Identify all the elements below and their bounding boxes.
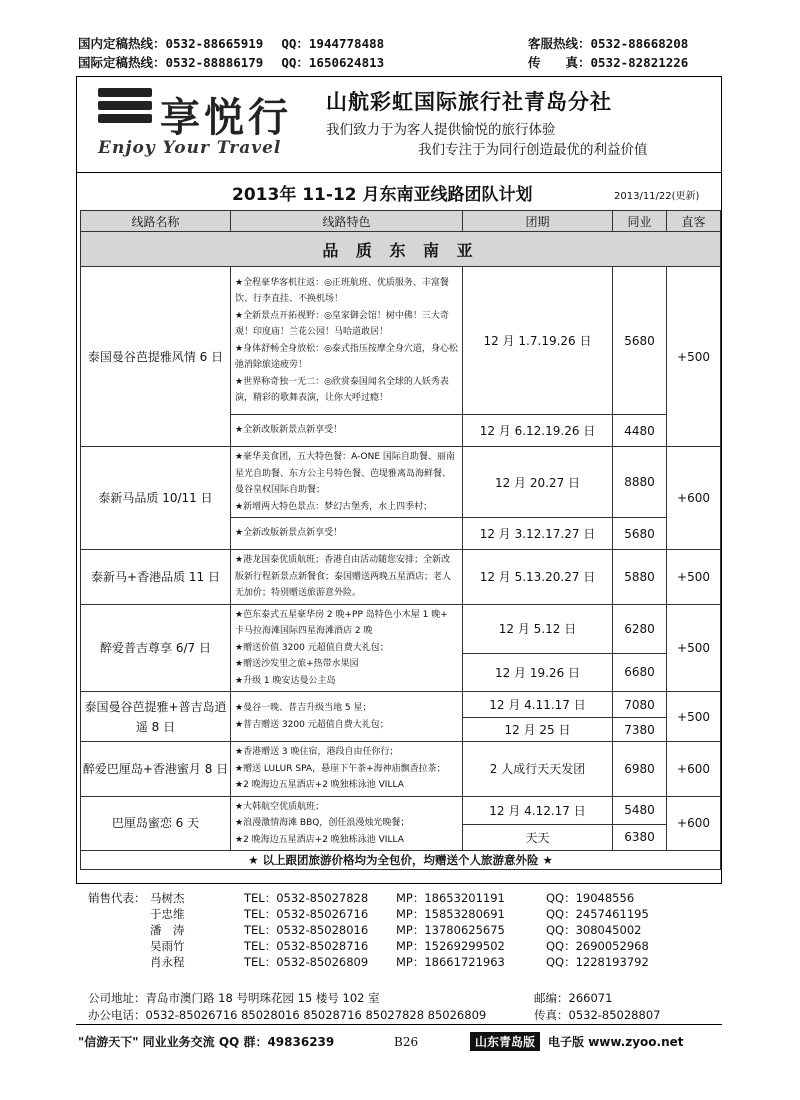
logo-chinese: 享悦行	[160, 94, 292, 141]
route-name: 泰新马+香港品质 11 日	[81, 550, 231, 605]
qq-group: "信游天下" 同业业务交流 QQ 群：49836239	[78, 1035, 335, 1049]
trade-price: 7080	[613, 692, 667, 718]
departure-dates: 12 月 5.13.20.27 日	[463, 550, 613, 605]
header-dates: 团期	[463, 211, 613, 232]
direct-price: +500	[667, 692, 721, 742]
route-features: ★全程豪华客机往返：◎正班航班、优质服务、丰富餐饮、行李直挂、不换机场！ ★全新景点开拓视野：◎皇家御会馆！树中佛！三大奇观！印度庙！兰花公园！马哈道敢居！ ★身体舒畅全身放松：◎泰式指压按摩全身穴道，身心松弛消除旅途疲劳！ ★世界称奇独一无二：◎欣赏泰国闻名全球的人妖秀表演，精彩的歌舞表演，让你大呼过瘾！	[231, 267, 463, 415]
departure-dates: 12 月 25 日	[463, 718, 613, 742]
table-row	[81, 692, 721, 718]
logo-english: Enjoy Your Travel	[98, 138, 282, 158]
rep-qq: QQ：19048556	[546, 891, 635, 905]
route-features: ★曼谷一晚、普吉升级当地 5 星； ★普吉赠送 3200 元超值自费大礼包；	[231, 692, 463, 742]
intl-hotline: 国际定稿热线：0532-88886179	[78, 55, 264, 70]
logo-stripes-icon	[98, 88, 152, 138]
route-name: 巴厘岛蜜恋 6 天	[81, 796, 231, 851]
route-features: ★大韩航空优质航班； ★浪漫激情海滩 BBQ，创任浪漫烛光晚餐； ★2 晚海边五星酒店+2 晚独栋泳池 VILLA	[231, 796, 463, 851]
company-name: 山航彩虹国际旅行社青岛分社	[326, 90, 612, 114]
departure-dates: 12 月 1.7.19.26 日	[463, 267, 613, 415]
address-block	[88, 990, 708, 1024]
zip-code: 邮编：266071	[534, 991, 613, 1005]
direct-price: +600	[667, 447, 721, 550]
sales-contacts	[88, 890, 708, 970]
direct-price: +500	[667, 550, 721, 605]
rep-tel: TEL：0532-85027828	[244, 891, 369, 905]
service-hotline: 客服热线：0532-88668208	[528, 36, 689, 51]
office-phones: 办公电话：0532-85026716 85028016 85028716 85027828 85026809	[88, 1008, 487, 1022]
route-name: 醉爱巴厘岛+香港蜜月 8 日	[81, 742, 231, 797]
departure-dates: 2 人成行天天发团	[463, 742, 613, 797]
rep-name: 肖永程	[150, 955, 185, 969]
rep-mobile: MP：15269299502	[396, 939, 505, 953]
price-note: ★ 以上跟团旅游价格均为全包价，均赠送个人旅游意外险 ★	[81, 851, 721, 870]
trade-price: 6980	[613, 742, 667, 797]
departure-dates: 12 月 20.27 日	[463, 447, 613, 518]
header-direct-price: 直客	[667, 211, 721, 232]
rep-name: 潘 涛	[150, 923, 185, 937]
sales-label	[88, 906, 150, 922]
route-features: ★全新改版新景点新享受！	[231, 415, 463, 447]
website: 电子版 www.zyoo.net	[548, 1035, 684, 1049]
departure-dates: 天天	[463, 824, 613, 850]
rep-qq: QQ：1228193792	[546, 955, 649, 969]
rep-tel: TEL：0532-85026716	[244, 907, 369, 921]
trade-price: 5480	[613, 796, 667, 824]
header-route: 线路名称	[81, 211, 231, 232]
table-row	[81, 267, 721, 415]
route-features: ★港龙国泰优质航班；香港自由活动随您安排；全新改版新行程新景点新餐食；泰国赠送两晚五星酒店；老人无加价；特别赠送旅游意外险。	[231, 550, 463, 605]
rep-name: 于忠维	[150, 907, 185, 921]
table-row	[81, 604, 721, 653]
sales-label	[88, 922, 150, 938]
route-name: 泰国曼谷芭提雅风情 6 日	[81, 267, 231, 447]
trade-price: 8880	[613, 447, 667, 518]
footer-divider	[76, 1024, 722, 1025]
table-row	[81, 742, 721, 797]
sales-label	[88, 938, 150, 954]
table-row	[81, 796, 721, 824]
rep-mobile: MP：18661721963	[396, 955, 505, 969]
rep-tel: TEL：0532-85028016	[244, 923, 369, 937]
rep-name: 马树杰	[150, 891, 185, 905]
rep-mobile: MP：15853280691	[396, 907, 505, 921]
header-trade-price: 同业	[613, 211, 667, 232]
departure-dates: 12 月 19.26 日	[463, 653, 613, 691]
trade-price: 4480	[613, 415, 667, 447]
slogan-2: 我们专注于为同行创造最优的利益价值	[418, 142, 648, 158]
trade-price: 6380	[613, 824, 667, 850]
sales-rep-row	[88, 922, 708, 938]
sales-rep-row	[88, 890, 708, 906]
sales-rep-row	[88, 954, 708, 970]
departure-dates: 12 月 4.11.17 日	[463, 692, 613, 718]
brand-logo	[98, 86, 308, 162]
departure-dates: 12 月 5.12 日	[463, 604, 613, 653]
departure-dates: 12 月 4.12.17 日	[463, 796, 613, 824]
page-number: B26	[394, 1034, 419, 1049]
rep-mobile: MP：13780625675	[396, 923, 505, 937]
direct-price: +500	[667, 604, 721, 692]
sales-label	[88, 954, 150, 970]
route-features: ★香港赠送 3 晚住宿，港段自由任你行； ★赠送 LULUR SPA，悬崖下午茶+海神庙飘香拉茶； ★2 晚海边五星酒店+2 晚独栋泳池 VILLA	[231, 742, 463, 797]
footer	[78, 1032, 718, 1051]
sales-rep-row	[88, 938, 708, 954]
domestic-hotline: 国内定稿热线：0532-88665919	[78, 36, 264, 51]
intl-qq: QQ：1650624813	[281, 55, 385, 70]
route-table	[80, 210, 721, 870]
trade-price: 7380	[613, 718, 667, 742]
direct-price: +600	[667, 742, 721, 797]
rep-qq: QQ：2457461195	[546, 907, 649, 921]
direct-price: +500	[667, 267, 721, 447]
rep-tel: TEL：0532-85026809	[244, 955, 369, 969]
trade-price: 5880	[613, 550, 667, 605]
trade-price: 5680	[613, 267, 667, 415]
rep-mobile: MP：18653201191	[396, 891, 505, 905]
route-features: ★豪华美食团，五大特色餐：A-ONE 国际自助餐、丽南星光自助餐、东方公主号特色餐、芭堤雅离岛海鲜餐、曼谷皇权国际自助餐； ★新增两大特色景点：梦幻古堡秀，水上四季村；	[231, 447, 463, 518]
note-row	[81, 851, 721, 870]
table-row	[81, 550, 721, 605]
sales-label: 销售代表：	[88, 891, 146, 905]
update-date: 2013/11/22(更新)	[614, 191, 700, 202]
direct-price: +600	[667, 796, 721, 851]
office-fax: 传真：0532-85028807	[534, 1008, 661, 1022]
departure-dates: 12 月 6.12.19.26 日	[463, 415, 613, 447]
route-name: 醉爱普吉尊享 6/7 日	[81, 604, 231, 692]
sales-rep-row	[88, 906, 708, 922]
company-address: 公司地址：青岛市澳门路 18 号明珠花园 15 楼号 102 室	[88, 991, 380, 1005]
rep-qq: QQ：2690052968	[546, 939, 649, 953]
route-features: ★全新改版新景点新享受！	[231, 518, 463, 550]
route-features: ★芭东泰式五星豪华房 2 晚+PP 岛特色小木屋 1 晚+ 卡马拉海滩国际四星海滩酒店 2 晚 ★赠送价值 3200 元超值自费大礼包； ★赠送沙发里之旅+热带水果园 ★升级 1 晚安达曼公主岛	[231, 604, 463, 692]
rep-qq: QQ：308045002	[546, 923, 642, 937]
departure-dates: 12 月 3.12.17.27 日	[463, 518, 613, 550]
slogan-1: 我们致力于为客人提供愉悦的旅行体验	[326, 122, 556, 138]
rep-name: 吴雨竹	[150, 939, 185, 953]
hotline-bar	[78, 34, 718, 72]
edition-label: 山东青岛版	[470, 1032, 540, 1051]
rep-tel: TEL：0532-85028716	[244, 939, 369, 953]
trade-price: 6680	[613, 653, 667, 691]
section-title: 品 质 东 南 亚	[81, 232, 721, 267]
section-row	[81, 232, 721, 267]
fax-number: 传 真：0532-82821226	[528, 55, 689, 70]
table-header-row	[81, 211, 721, 232]
page-title: 2013年 11-12 月东南亚线路团队计划	[232, 185, 533, 205]
route-name: 泰国曼谷芭提雅+普吉岛逍遥 8 日	[81, 692, 231, 742]
table-row	[81, 447, 721, 518]
trade-price: 6280	[613, 604, 667, 653]
header-features: 线路特色	[231, 211, 463, 232]
trade-price: 5680	[613, 518, 667, 550]
domestic-qq: QQ：1944778488	[281, 36, 385, 51]
route-name: 泰新马品质 10/11 日	[81, 447, 231, 550]
